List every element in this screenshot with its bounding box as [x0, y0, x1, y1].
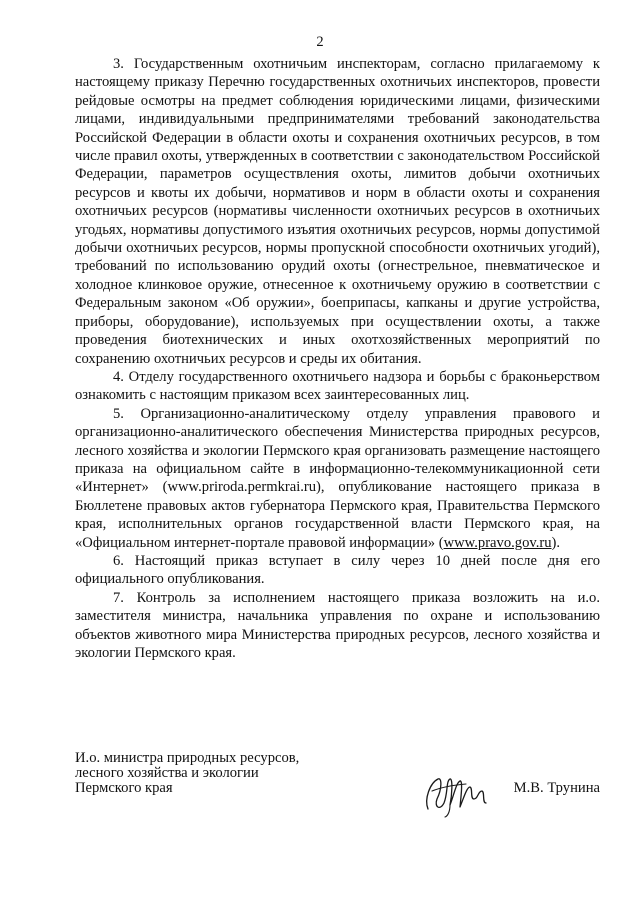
- paragraph-4: 4. Отделу государственного охотничьего надзора и борьбы с браконьерством ознакомить с настоящим приказом всех заинтересованных лиц.: [75, 368, 600, 404]
- paragraph-6: 6. Настоящий приказ вступает в силу через 10 дней после дня его официального опубликования.: [75, 552, 600, 588]
- page-number: 2: [316, 34, 324, 50]
- signer-name: М.В. Трунина: [513, 780, 600, 796]
- paragraph-7: 7. Контроль за исполнением настоящего приказа возложить на и.о. заместителя министра, начальника управления по охране и использованию объектов животного мира Министерства природных ресурсов, лесного хозяйства и экологии Пермского края.: [75, 589, 600, 661]
- signer-position-line: Пермского края: [75, 780, 173, 797]
- signer-position: [75, 751, 375, 797]
- paragraph-5-tail: ).: [551, 534, 561, 551]
- signer-position-line: лесного хозяйства и экологии: [75, 765, 259, 782]
- document-body: [75, 55, 600, 662]
- signer-position-line: И.о. министра природных ресурсов,: [75, 750, 300, 766]
- paragraph-5-text: 5. Организационно-аналитическому отделу управления правового и организационно-аналитического обеспечения Министерства природных ресурсов, лесного хозяйства и экологии Пермского края организовать размещение настоящего приказа на официальном сайте в информационно-телекоммуникационной сети «Интернет» (www.priroda.permkrai.ru), опубликование настоящего приказа в Бюллетене правовых актов губернатора Пермского края, Правительства Пермского края, исполнительных органов государственной власти Пермского края, на «Официальном интернет-портале правовой информации» (: [75, 405, 600, 551]
- handwritten-signature: [420, 769, 490, 819]
- signature-block: [75, 751, 600, 821]
- paragraph-5: [75, 405, 600, 552]
- paragraph-3: 3. Государственным охотничьим инспекторам, согласно прилагаемому к настоящему приказу Перечню государственных охотничьих инспекторов, провести рейдовые осмотры на предмет соблюдения юридическими лицами, физическими лицами, индивидуальными предпринимателями требований законодательства Российской Федерации в области охоты и сохранения охотничьих ресурсов, в том числе правил охоты, утвержденных в соответствии с законодательством Российской Федерации, параметров осуществления охоты, лимитов добычи охотничьих ресурсов и квоты их добычи, нормативов и норм в области охоты и сохранения охотничьих ресурсов (нормативы численности охотничьих ресурсов в охотничьих угодьях, нормативы допустимого изъятия охотничьих ресурсов, нормы допустимой добычи охотничьих ресурсов, нормы пропускной способности охотничьих угодий), требований по использованию орудий охоты (огнестрельное, пневматическое и холодное клинковое оружие, отнесенное к охотничьему оружию в соответствии с Федеральным законом «Об оружии», боеприпасы, капканы и другие устройства, приборы, оборудование), используемых при осуществлении охоты, а также проведения биотехнических и иных охотхозяйственных мероприятий по сохранению охотничьих ресурсов и среды их обитания.: [75, 56, 600, 367]
- pravo-gov-link[interactable]: www.pravo.gov.ru: [443, 534, 552, 551]
